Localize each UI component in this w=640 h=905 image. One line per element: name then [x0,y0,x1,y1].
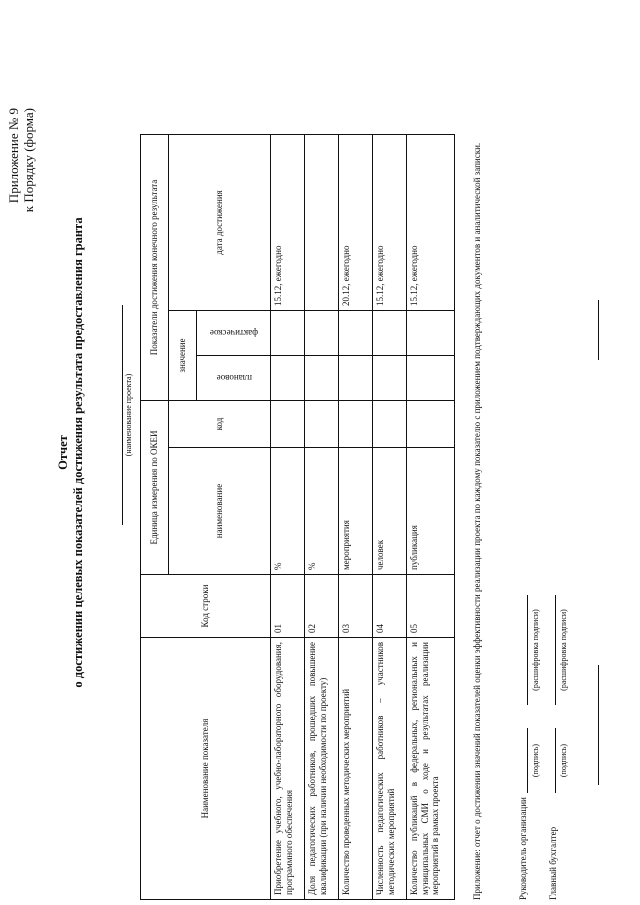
row-okei-code [339,400,373,447]
bottom-rule-right [598,300,599,360]
row-planned [373,355,407,400]
row-date: 15.12, ежегодно [373,134,407,310]
row-okei-code [305,400,339,447]
row-code: 05 [407,575,455,638]
header-okei-code: код [169,400,271,447]
row-okei-code [373,400,407,447]
head-signature-caption: (подпись) [531,743,540,778]
row-actual [271,310,305,355]
row-okei-code [271,400,305,447]
row-name: Количество проведенных методических мероприятий [339,638,373,900]
header-actual: фактическое [197,310,271,355]
header-final-indicators: Показатели достижения конечного результата [141,134,169,400]
accountant-decode-line [544,595,556,705]
project-name-caption: (наименование проекта) [124,373,133,457]
row-unit: % [305,448,339,575]
row-date [305,134,339,310]
accountant-signature-label: Главный бухгалтер [548,826,558,900]
row-actual [339,310,373,355]
row-code: 01 [271,575,305,638]
header-planned: плановое [197,355,271,400]
indicators-table [140,134,455,900]
row-code: 02 [305,575,339,638]
row-unit: % [271,448,305,575]
header-value: значение [169,310,197,400]
table-row [407,134,455,899]
row-unit: мероприятия [339,448,373,575]
row-name: Приобретение учебного, учебно-лабораторного оборудования, программного обеспечения [271,638,305,900]
row-date: 15.12, ежегодно [407,134,455,310]
table-row [271,134,305,899]
table-row [305,134,339,899]
head-decode-line [516,595,528,705]
appendix-header [6,108,36,212]
accountant-decode-caption: (расшифровка подписи) [559,609,568,691]
row-name: Количество публикаций в федеральных, региональных и муниципальных СМИ о ходе и результатах реализации мероприятий в рамках проекта [407,638,455,900]
row-unit: публикация [407,448,455,575]
accountant-signature-line [544,728,556,793]
header-okei-text: Единица измерения по ОКЕИ [149,430,160,545]
row-planned [407,355,455,400]
head-decode-caption: (расшифровка подписи) [531,609,540,691]
row-actual [373,310,407,355]
row-unit: человек [373,448,407,575]
row-code: 03 [339,575,373,638]
bottom-rule [598,665,599,785]
title-line-1: Отчет [56,435,70,470]
row-name: Численность педагогических работников – участников методических мероприятий [373,638,407,900]
appendix-line-1: Приложение № 9 [6,108,21,204]
header-row-code: Код строки [141,575,271,638]
row-name: Доля педагогических работников, прошедших повышение квалификации (при наличии необходимости по проекту) [305,638,339,900]
row-actual [305,310,339,355]
appendix-note: Приложение: отчет о достижении значений показателей оценки эффективности реализации проекта по каждому показателю с приложением подтверждающих документов и аналитической записки. [472,142,482,900]
row-planned [339,355,373,400]
head-signature-label: Руководитель организации [518,797,528,900]
project-name-line [110,305,123,525]
header-okei [141,400,169,574]
header-indicator-name: Наименование показателя [141,638,271,900]
head-signature-line [516,728,528,793]
table-row [373,134,407,899]
row-okei-code [407,400,455,447]
row-actual [407,310,455,355]
header-okei-name: наименование [169,448,271,575]
appendix-line-2: к Порядку (форма) [21,108,36,213]
table-row [339,134,373,899]
row-date: 15.12, ежегодно [271,134,305,310]
row-code: 04 [373,575,407,638]
row-date: 20.12, ежегодно [339,134,373,310]
title-line-2: о достижении целевых показателей достижения результата предоставления гранта [71,217,85,688]
accountant-signature-caption: (подпись) [559,743,568,778]
header-achieve-date: дата достижения [169,134,271,310]
row-planned [271,355,305,400]
report-title [56,0,86,905]
row-planned [305,355,339,400]
